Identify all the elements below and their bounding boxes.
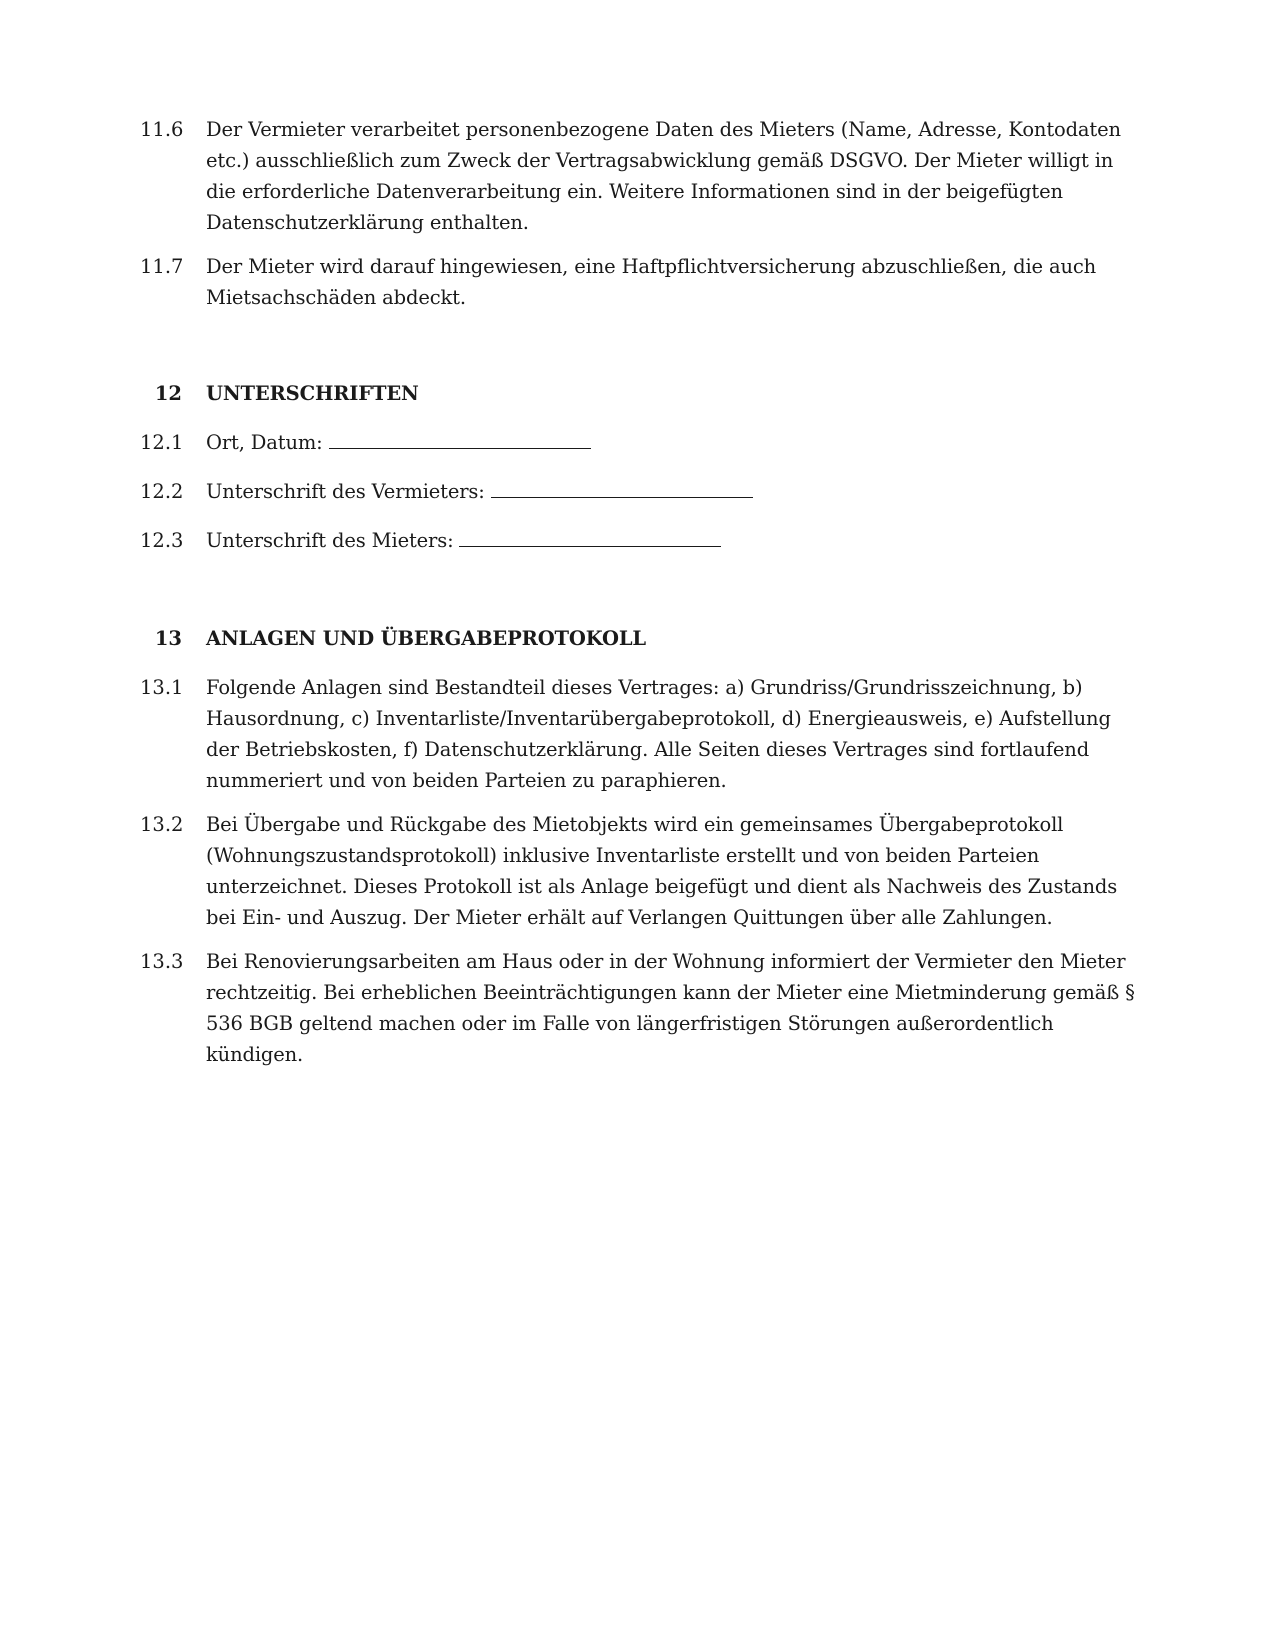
clause-number: 12.2 [140,480,184,503]
clause-number: 12.3 [140,529,184,552]
section-title: UNTERSCHRIFTEN [206,382,419,405]
clause-line: nummeriert und von beiden Parteien zu paraphieren. [206,769,727,792]
signature-field [206,427,1126,458]
clause-text [206,672,1126,796]
clause-number: 13.2 [140,813,184,836]
signature-field [206,525,1126,556]
clause-text [206,809,1126,933]
clause-line: Mietsachschäden abdeckt. [206,286,466,309]
clause-number: 12.1 [140,431,184,454]
section-number: 13 [154,627,182,650]
clause-text [206,114,1126,238]
clause-line: Hausordnung, c) Inventarliste/Inventarübergabeprotokoll, d) Energieausweis, e) Aufstellung [206,707,1111,730]
section-number: 12 [154,382,182,405]
clause-line: die erforderliche Datenverarbeitung ein. Weitere Informationen sind in der beigefügten [206,180,1063,203]
clause-number: 13.1 [140,676,184,699]
signature-label: Ort, Datum: [206,431,323,454]
clause-line: Bei Renovierungsarbeiten am Haus oder in der Wohnung informiert der Vermieter den Mieter [206,950,1126,973]
clause-line: rechtzeitig. Bei erheblichen Beeinträchtigungen kann der Mieter eine Mietminderung gemäß § [206,981,1135,1004]
clause-line: Bei Übergabe und Rückgabe des Mietobjekts wird ein gemeinsames Übergabeprotokoll [206,813,1064,836]
signature-blank [459,528,721,547]
clause-number: 11.7 [140,255,184,278]
clause-number: 13.3 [140,950,184,973]
signature-blank [329,430,591,449]
clause-line: bei Ein- und Auszug. Der Mieter erhält auf Verlangen Quittungen über alle Zahlungen. [206,906,1053,929]
clause-line: 536 BGB geltend machen oder im Falle von längerfristigen Störungen außerordentlich [206,1012,1054,1035]
clause-line: kündigen. [206,1043,304,1066]
clause-line: Der Mieter wird darauf hingewiesen, eine Haftpflichtversicherung abzuschließen, die auch [206,255,1097,278]
clause-line: der Betriebskosten, f) Datenschutzerklärung. Alle Seiten dieses Vertrages sind fortlaufend [206,738,1090,761]
clause-line: Datenschutzerklärung enthalten. [206,211,529,234]
clause-number: 11.6 [140,118,184,141]
clause-line: (Wohnungszustandsprotokoll) inklusive Inventarliste erstellt und von beiden Parteien [206,844,1040,867]
clause-line: Der Vermieter verarbeitet personenbezogene Daten des Mieters (Name, Adresse, Kontodaten [206,118,1121,141]
clause-line: unterzeichnet. Dieses Protokoll ist als Anlage beigefügt und dient als Nachweis des Zustands [206,875,1118,898]
signature-label: Unterschrift des Vermieters: [206,480,485,503]
clause-line: etc.) ausschließlich zum Zweck der Vertragsabwicklung gemäß DSGVO. Der Mieter willigt in [206,149,1114,172]
section-title: ANLAGEN UND ÜBERGABEPROTOKOLL [206,627,646,650]
clause-text [206,251,1126,313]
signature-field [206,476,1126,507]
signature-label: Unterschrift des Mieters: [206,529,454,552]
clause-line: Folgende Anlagen sind Bestandteil dieses Vertrages: a) Grundriss/Grundrisszeichnung, b) [206,676,1083,699]
signature-blank [491,479,753,498]
clause-text [206,946,1135,1070]
